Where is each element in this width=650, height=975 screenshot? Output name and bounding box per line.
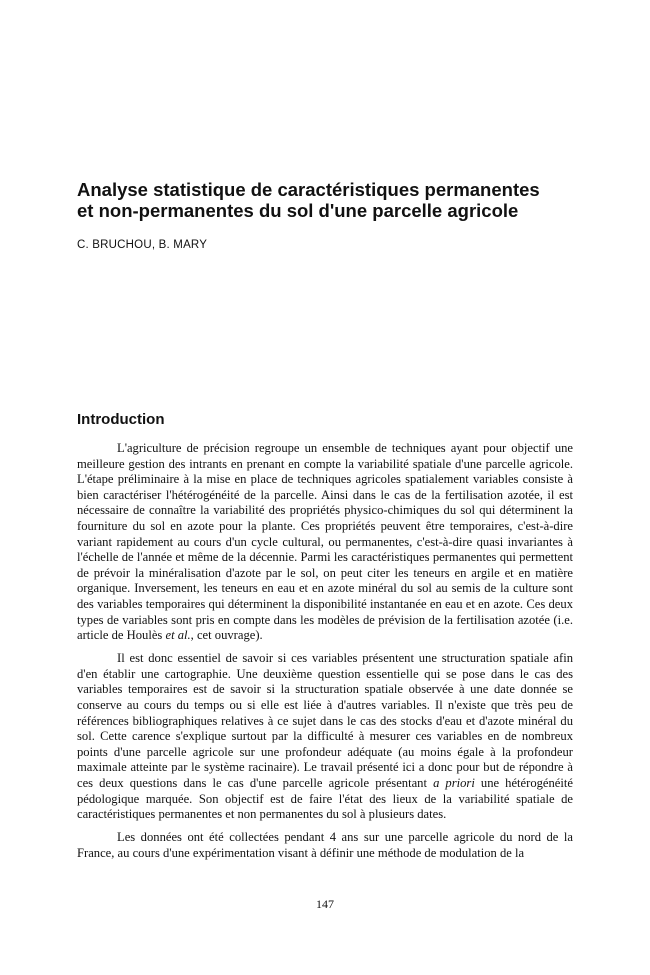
author-list: C. BRUCHOU, B. MARY [77, 239, 208, 251]
paper-title [77, 179, 597, 221]
paragraph-2-text: Il est donc essentiel de savoir si ces variables présentent une structuration spatiale afin d'en établir une cartographie. Une deuxième question essentielle qui se pose dans le cas des variables temporaires est de savoir si la structuration spatiale observée à une date donnée se conserve au cours du temps ou si elle est liée à d'autres variables. Il n'existe que très peu de références bibliographiques relatives à ce sujet dans le cas des stocks d'eau et d'azote minéral du sol. Cette carence s'explique surtout par la difficulté à mesurer ces variables en de nombreux points d'une parcelle agricole sur une profondeur adéquate (au moins égale à la profondeur maximale atteinte par le système racinaire). Le travail présenté ici a donc pour but de répondre à ces deux questions dans le cas d'une parcelle agricole présentant [77, 651, 573, 790]
paragraph-2-tail: une hétérogénéité pédologique marquée. Son objectif est de faire l'état des lieux de la variabilité spatiale de caractéristiques permanentes et non permanentes du sol à plusieurs dates. [77, 775, 573, 822]
page-number: 147 [316, 897, 334, 911]
paragraph-1-tail: , cet ouvrage). [190, 628, 263, 643]
body-text [77, 441, 573, 869]
paragraph-1-text: L'agriculture de précision regroupe un ensemble de techniques ayant pour objectif une meilleure gestion des intrants en prenant en compte la variabilité spatiale d'une parcelle agricole. L'étape préliminaire à la mise en place de techniques agricoles spatialement variables consiste à bien caractériser l'hétérogénéité de la parcelle. Ainsi dans le cas de la fertilisation azotée, il est nécessaire de connaître la variabilité des propriétés physico-chimiques du sol qui déterminent la fourniture du sol en azote pour la plante. Ces propriétés peuvent être temporaires, c'est-à-dire variant rapidement au cours d'un cycle cultural, ou permanentes, c'est-à-dire quasi invariantes à l'échelle de l'année et même de la décennie. Parmi les caractéristiques permanentes qui permettent de prévoir la minéralisation d'azote par le sol, on peut citer les teneurs en argile et en matière organique. Inversement, les teneurs en eau et en azote minéral du sol au semis de la culture sont des variables temporaires qui déterminent la disponibilité instantanée en eau et en azote. Ces deux types de variables sont pris en compte dans les modèles de prévision de la fertilisation azotée (i.e. article de Houlès [77, 441, 573, 643]
title-line-2: et non-permanentes du sol d'une parcelle agricole [77, 200, 519, 221]
paragraph-1 [77, 441, 573, 644]
paragraph-2-italic: a priori [433, 775, 475, 790]
paragraph-2 [77, 651, 573, 823]
paragraph-3: Les données ont été collectées pendant 4 ans sur une parcelle agricole du nord de la France, au cours d'une expérimentation visant à définir une méthode de modulation de la [77, 830, 573, 860]
title-line-1: Analyse statistique de caractéristiques permanentes [77, 179, 540, 200]
paragraph-1-italic: et al. [165, 628, 191, 643]
section-heading-introduction: Introduction [77, 411, 165, 428]
